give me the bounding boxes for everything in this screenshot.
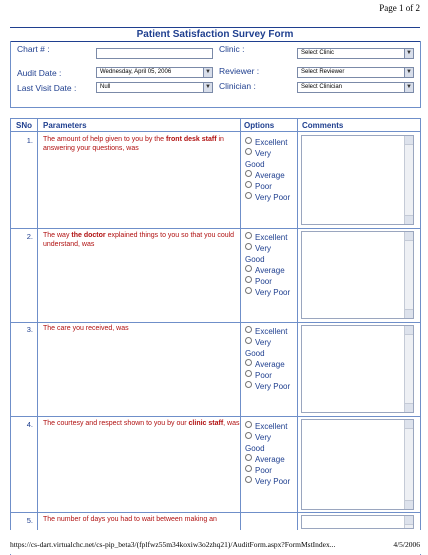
radio-icon[interactable]: [245, 476, 252, 483]
col-divider: [240, 118, 241, 554]
option-average[interactable]: Average: [245, 265, 290, 276]
option-very-good-cont: Good: [245, 160, 265, 169]
option-average[interactable]: Average: [245, 170, 290, 181]
scrollbar[interactable]: [404, 326, 413, 412]
last-visit-label: Last Visit Date :: [17, 83, 77, 93]
chevron-down-icon: ▼: [404, 49, 413, 58]
radio-icon[interactable]: [245, 370, 252, 377]
option-very-good-cont: Good: [245, 349, 265, 358]
reviewer-label: Reviewer :: [219, 66, 260, 76]
radio-icon[interactable]: [245, 232, 252, 239]
comments-textarea[interactable]: [301, 135, 414, 225]
clinician-select-value: Select Clinician: [301, 84, 343, 90]
chevron-down-icon: ▼: [404, 83, 413, 92]
reviewer-select-value: Select Reviewer: [301, 69, 345, 75]
col-divider: [37, 118, 38, 554]
option-average[interactable]: Average: [245, 454, 290, 465]
options-group: [245, 326, 290, 392]
option-very-good[interactable]: Very: [245, 337, 290, 348]
print-date: 4/5/2006: [393, 540, 420, 549]
radio-icon[interactable]: [245, 421, 252, 428]
option-poor[interactable]: Poor: [245, 181, 290, 192]
option-very-good[interactable]: Very: [245, 243, 290, 254]
audit-date-label: Audit Date :: [17, 68, 62, 78]
options-group: [245, 421, 290, 487]
row-number: 4.: [26, 420, 33, 429]
option-poor[interactable]: Poor: [245, 465, 290, 476]
row-divider: [10, 416, 421, 417]
last-visit-select[interactable]: [96, 82, 213, 93]
page-number: Page 1 of 2: [379, 3, 420, 13]
radio-icon[interactable]: [245, 454, 252, 461]
scrollbar[interactable]: [404, 136, 413, 224]
radio-icon[interactable]: [245, 381, 252, 388]
clinician-label: Clinician :: [219, 81, 256, 91]
row-divider: [10, 228, 421, 229]
row-number: 2.: [26, 232, 33, 241]
comments-textarea[interactable]: [301, 231, 414, 319]
radio-icon[interactable]: [245, 243, 252, 250]
scrollbar[interactable]: [404, 232, 413, 318]
option-poor[interactable]: Poor: [245, 276, 290, 287]
col-comments-header: Comments: [302, 121, 344, 130]
chevron-down-icon: ▼: [203, 68, 212, 77]
radio-icon[interactable]: [245, 148, 252, 155]
option-very-good[interactable]: Very: [245, 432, 290, 443]
radio-icon[interactable]: [245, 432, 252, 439]
last-visit-value: Null: [100, 84, 111, 90]
col-divider: [297, 118, 298, 554]
scrollbar[interactable]: [404, 516, 413, 528]
form-title: Patient Satisfaction Survey Form: [136, 29, 294, 40]
parameter-text: The amount of help given to you by the front desk staff in answering your questions, was: [43, 136, 224, 152]
option-very-poor[interactable]: Very Poor: [245, 192, 290, 203]
parameter-text: The number of days you had to wait between making an: [43, 516, 217, 523]
options-group: [245, 137, 290, 203]
row-number: 5.: [26, 516, 33, 525]
parameter-text: The care you received, was: [43, 325, 129, 332]
row-number: 3.: [26, 325, 33, 334]
radio-icon[interactable]: [245, 465, 252, 472]
clinician-select[interactable]: [297, 82, 414, 93]
radio-icon[interactable]: [245, 287, 252, 294]
col-options-header: Options: [244, 121, 275, 130]
option-excellent[interactable]: Excellent: [245, 421, 290, 432]
comments-textarea[interactable]: [301, 419, 414, 510]
radio-icon[interactable]: [245, 359, 252, 366]
option-very-poor[interactable]: Very Poor: [245, 476, 290, 487]
option-excellent[interactable]: Excellent: [245, 137, 290, 148]
radio-icon[interactable]: [245, 276, 252, 283]
option-very-good[interactable]: Very: [245, 148, 290, 159]
reviewer-select[interactable]: [297, 67, 414, 78]
parameter-text: The way the doctor explained things to you so that you could understand, was: [43, 232, 235, 248]
col-sno-header: SNo: [16, 121, 32, 130]
radio-icon[interactable]: [245, 181, 252, 188]
row-divider: [10, 322, 421, 323]
option-average[interactable]: Average: [245, 359, 290, 370]
radio-icon[interactable]: [245, 170, 252, 177]
radio-icon[interactable]: [245, 337, 252, 344]
option-poor[interactable]: Poor: [245, 370, 290, 381]
radio-icon[interactable]: [245, 265, 252, 272]
radio-icon[interactable]: [245, 137, 252, 144]
chart-label: Chart # :: [17, 44, 50, 54]
comments-textarea[interactable]: [301, 515, 414, 529]
option-very-poor[interactable]: Very Poor: [245, 287, 290, 298]
option-very-good-cont: Good: [245, 444, 265, 453]
comments-textarea[interactable]: [301, 325, 414, 413]
options-group: [245, 232, 290, 298]
clinic-select-value: Select Clinic: [301, 50, 335, 56]
chart-input[interactable]: [96, 48, 213, 59]
chevron-down-icon: ▼: [404, 68, 413, 77]
option-excellent[interactable]: Excellent: [245, 326, 290, 337]
option-very-poor[interactable]: Very Poor: [245, 381, 290, 392]
option-very-good-cont: Good: [245, 255, 265, 264]
title-rule-top: [10, 27, 420, 28]
audit-date-value: Wednesday, April 05, 2006: [100, 69, 172, 75]
radio-icon[interactable]: [245, 326, 252, 333]
page-url: https://cs-dart.virtualchc.net/cs-pip_beta3/(fplfwz55m34koxiw3o2zhq21)/AuditForm.aspx?FormMstIndex...: [10, 540, 336, 549]
scrollbar[interactable]: [404, 420, 413, 509]
row-number: 1.: [26, 136, 33, 145]
col-parameters-header: Parameters: [43, 121, 87, 130]
row-divider: [10, 512, 421, 513]
parameter-text: The courtesy and respect shown to you by our clinic staff, was: [43, 420, 240, 427]
audit-date-select[interactable]: [96, 67, 213, 78]
clinic-select[interactable]: [297, 48, 414, 59]
option-excellent[interactable]: Excellent: [245, 232, 290, 243]
clinic-label: Clinic :: [219, 44, 245, 54]
radio-icon[interactable]: [245, 192, 252, 199]
header-rule: [10, 131, 421, 132]
chevron-down-icon: ▼: [203, 83, 212, 92]
